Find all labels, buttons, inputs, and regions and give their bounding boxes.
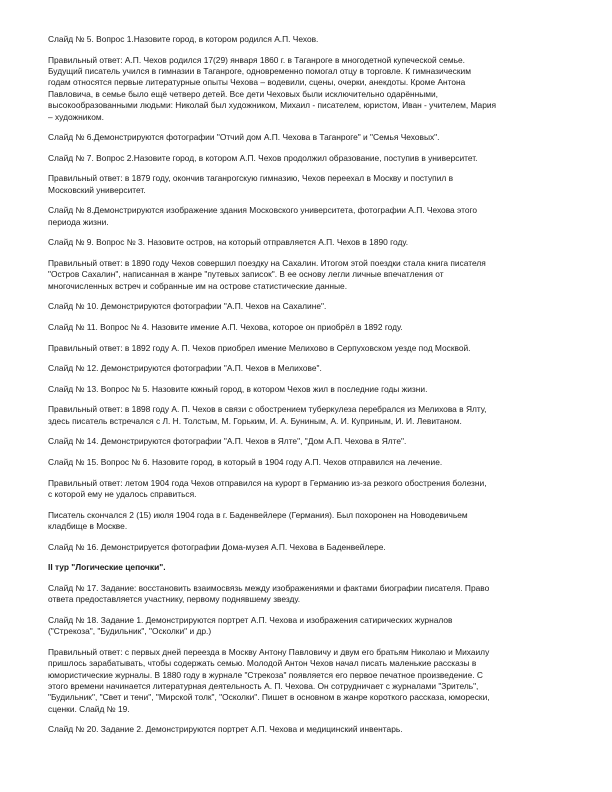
text-line: Слайд № 13. Вопрос № 5. Назовите южный город, в котором Чехов жил в последние годы жизни.	[48, 383, 428, 394]
document-page	[48, 34, 578, 745]
text-line: Слайд № 11. Вопрос № 4. Назовите имение А.П. Чехова, которое он приобрёл в 1892 году.	[48, 322, 403, 332]
text-paragraph	[48, 724, 578, 735]
text-line: Павловича, в семье было ещё четверо детей. Все дети Чеховых были исключительно одарёнными,	[48, 88, 439, 99]
text-paragraph	[48, 258, 578, 292]
text-line: Правильный ответ: с первых дней переезда в Москву Антону Павловичу и двум его братьям Николаю и Михаилу	[48, 646, 490, 657]
text-line: Слайд № 17. Задание: восстановить взаимосвязь между изображениями и фактами биографии писателя. Право	[48, 582, 490, 593]
text-line: Писатель скончался 2 (15) июля 1904 года в г. Баденвейлере (Германия). Был похоронен на Новодевичьем	[48, 509, 468, 520]
text-paragraph	[48, 205, 578, 228]
text-line: Слайд № 10. Демонстрируются фотографии "А.П. Чехов на Сахалине".	[48, 301, 327, 312]
text-line: Слайд № 8.Демонстрируются изображение здания Московского университета, фотографии А.П. Чехова этого	[48, 205, 478, 216]
text-paragraph	[48, 478, 578, 501]
text-line: Правильный ответ: в 1898 году А. П. Чехов в связи с обострением туберкулеза перебрался из Мелихова в Ялту,	[48, 404, 487, 415]
text-line: сценки. Слайд № 19.	[48, 703, 130, 714]
text-line: Правильный ответ: в 1890 году Чехов совершил поездку на Сахалин. Итогом этой поездки стала книга писателя	[48, 258, 486, 268]
text-line: Слайд № 9. Вопрос № 3. Назовите остров, на который отправляется А.П. Чехов в 1890 году.	[48, 237, 409, 248]
text-paragraph	[48, 237, 578, 248]
text-line: Правильный ответ: в 1879 году, окончив таганрогскую гимназию, Чехов переехал в Москву и поступил в	[48, 173, 454, 184]
text-paragraph	[48, 343, 578, 354]
text-paragraph	[48, 647, 578, 715]
text-line: Слайд № 6.Демонстрируются фотографии "Отчий дом А.П. Чехова в Таганроге" и "Семья Чеховых".	[48, 132, 440, 143]
text-paragraph	[48, 457, 578, 468]
text-line: Слайд № 18. Задание 1. Демонстрируются портрет А.П. Чехова и изображения сатирических журналов	[48, 614, 453, 625]
text-paragraph	[48, 384, 578, 395]
text-line: Правильный ответ: А.П. Чехов родился 17(29) января 1860 г. в Таганроге в многодетной купеческой семье.	[48, 54, 465, 65]
text-paragraph	[48, 173, 578, 196]
text-line: ("Стрекоза", "Будильник", "Осколки" и др.)	[48, 626, 212, 637]
text-paragraph	[48, 301, 578, 312]
text-paragraph	[48, 436, 578, 447]
text-line: многочисленных встреч и собранные им на острове статистические данные.	[48, 280, 348, 291]
text-paragraph	[48, 404, 578, 427]
text-line: Слайд № 15. Вопрос № 6. Назовите город, в который в 1904 году А.П. Чехов отправился на лечение.	[48, 456, 443, 467]
text-line: Московский университет.	[48, 184, 146, 195]
text-paragraph	[48, 34, 578, 45]
text-paragraph	[48, 542, 578, 553]
text-paragraph	[48, 615, 578, 638]
text-line: периода жизни.	[48, 216, 109, 227]
text-paragraph	[48, 510, 578, 533]
text-line: Слайд № 12. Демонстрируются фотографии "А.П. Чехов в Мелихове".	[48, 363, 322, 374]
text-line: Слайд № 5. Вопрос 1.Назовите город, в котором родился А.П. Чехов.	[48, 34, 319, 44]
text-line: с которой ему не удалось справиться.	[48, 488, 197, 499]
text-paragraph	[48, 363, 578, 374]
text-paragraph	[48, 55, 578, 123]
text-line: Слайд № 14. Демонстрируются фотографии "А.П. Чехов в Ялте", "Дом А.П. Чехова в Ялте".	[48, 436, 407, 447]
text-line: юмористические журналы. В 1880 году в журнале "Стрекоза" появляется его первое печатное произведение. С	[48, 669, 483, 680]
text-line: Слайд № 16. Демонстрируется фотографии Дома-музея А.П. Чехова в Баденвейлере.	[48, 541, 386, 552]
text-line: здесь писатель встречался с Л. Н. Толстым, М. Горьким, И. А. Буниным, А. И. Куприным, И. И. Левитаном.	[48, 415, 462, 426]
text-line: Правильный ответ: летом 1904 года Чехов отправился на курорт в Германию из-за резкого обострения болезни,	[48, 477, 487, 488]
section-heading	[48, 562, 578, 573]
text-line: годам относятся первые литературные опыты Чехова – водевили, сцены, очерки, анекдоты. Кроме Антона	[48, 77, 466, 88]
text-line: "Остров Сахалин", написанная в жанре "путевых записок". В ее основу легли личные впечатления от	[48, 269, 444, 280]
text-line: Слайд № 7. Вопрос 2.Назовите город, в котором А.П. Чехов продолжил образование, поступив в университет.	[48, 152, 478, 163]
text-paragraph	[48, 132, 578, 143]
text-line: "Будильник", "Свет и тени", "Мирской толк", "Осколки". Пишет в основном в жанре короткого рассказа, юморески,	[48, 692, 490, 703]
text-line: кладбище в Москве.	[48, 520, 128, 531]
text-line: Будущий писатель учился в гимназии в Таганроге, одновременно помогал отцу в торговле. К гимназическим	[48, 66, 471, 76]
text-paragraph	[48, 153, 578, 164]
text-line: – художником.	[48, 111, 104, 122]
text-paragraph	[48, 583, 578, 606]
text-line: этого времени начинается литературная деятельность А. П. Чехова. Он сотрудничает с журналами "Зритель",	[48, 680, 479, 691]
text-line: пришлось зарабатывать, чтобы содержать семью. Молодой Антон Чехов начал писать маленькие рассказы в	[48, 658, 477, 669]
text-line: ответа предоставляется участнику, первому поднявшему звезду.	[48, 594, 301, 605]
text-line: Правильный ответ: в 1892 году А. П. Чехов приобрел имение Мелихово в Серпуховском уезде под Москвой.	[48, 342, 471, 353]
text-line: Слайд № 20. Задание 2. Демонстрируются портрет А.П. Чехова и медицинский инвентарь.	[48, 724, 403, 735]
text-paragraph	[48, 322, 578, 333]
text-line: II тур "Логические цепочки".	[48, 562, 166, 573]
text-line: высокообразованными людьми: Николай был художником, Михаил - писателем, юристом, Иван - учителем, Мария	[48, 100, 497, 111]
